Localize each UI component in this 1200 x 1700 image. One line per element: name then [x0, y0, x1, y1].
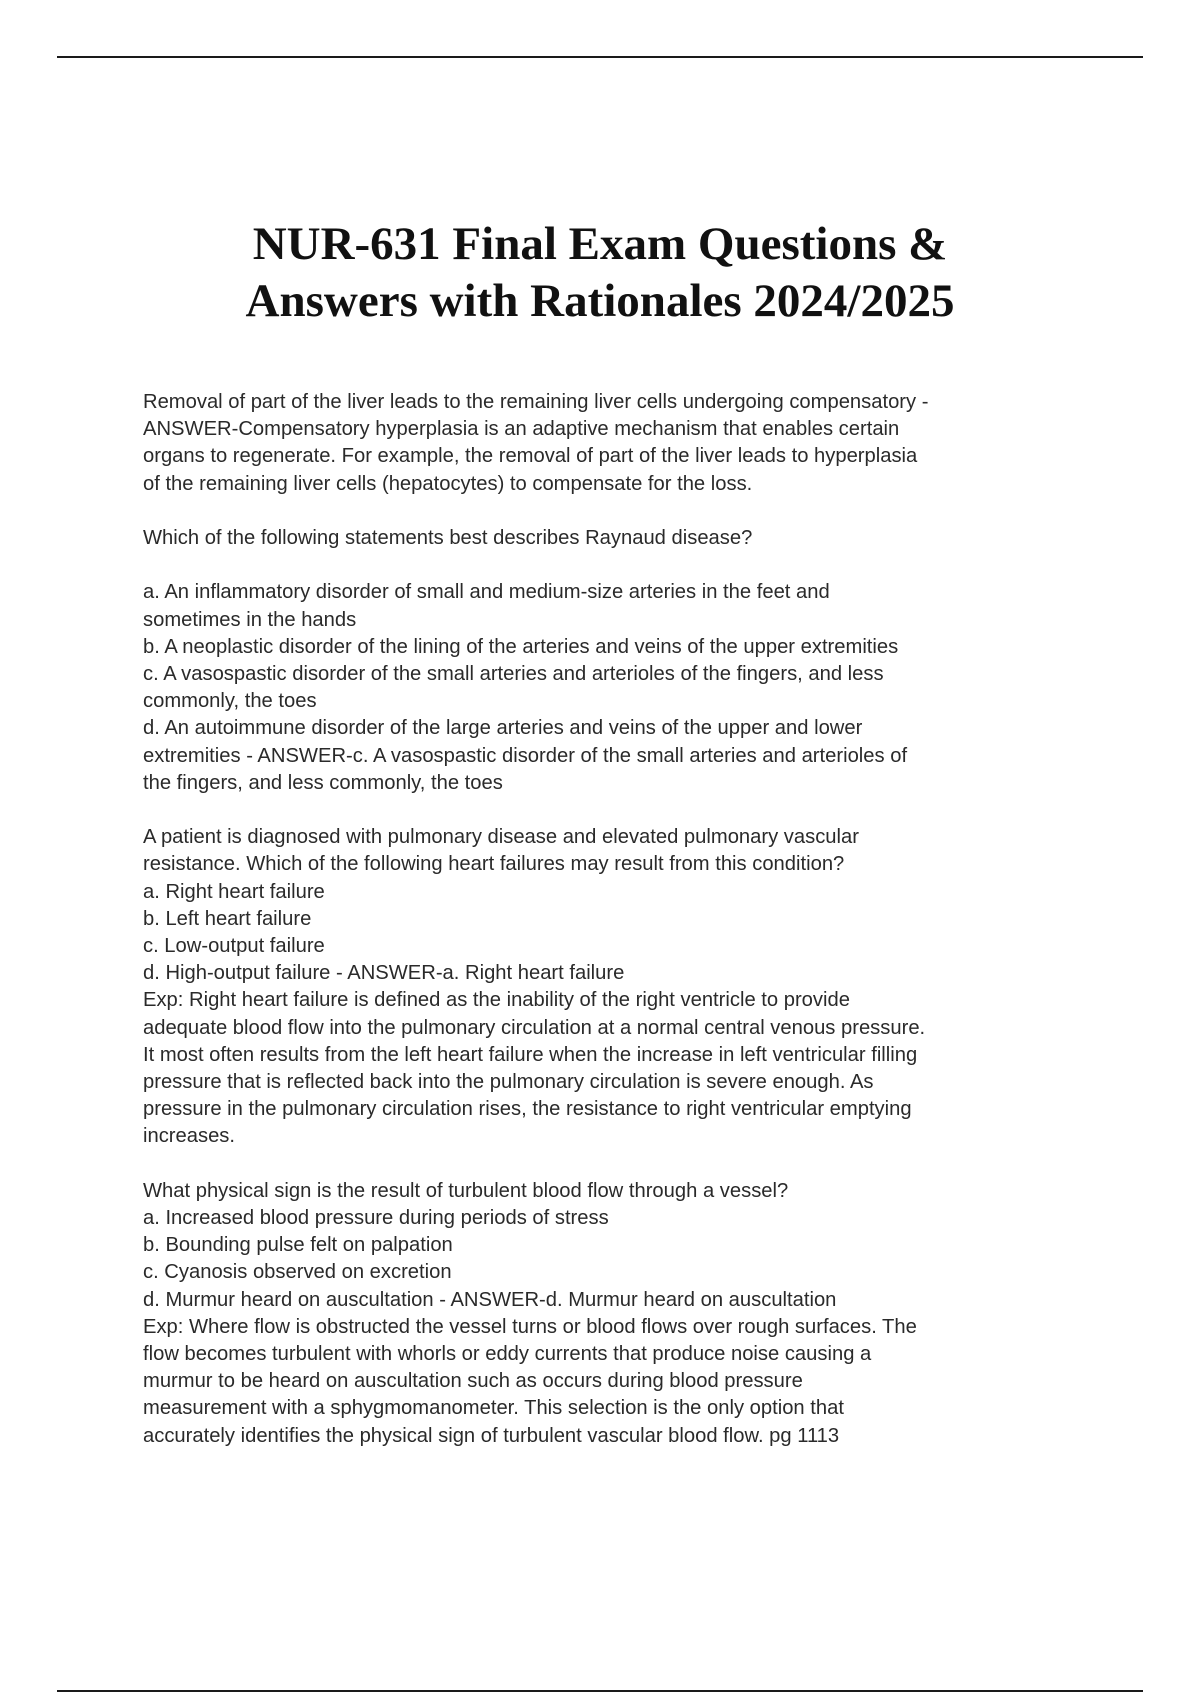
text-line: b. Bounding pulse felt on palpation: [143, 1234, 453, 1257]
text-line: accurately identifies the physical sign of turbulent vascular blood flow. pg 1113: [143, 1424, 840, 1447]
text-line: Removal of part of the liver leads to the remaining liver cells undergoing compensatory -: [143, 391, 929, 413]
text-line: of the remaining liver cells (hepatocytes) to compensate for the loss.: [143, 472, 753, 495]
text-line: b. Left heart failure: [143, 907, 312, 930]
raynaud-question-block: [143, 525, 1083, 552]
text-line: ANSWER-Compensatory hyperplasia is an adaptive mechanism that enables certain: [143, 418, 900, 441]
paragraph-gap: [143, 1151, 1083, 1178]
text-line: Exp: Right heart failure is defined as the inability of the right ventricle to provide: [143, 989, 850, 1012]
document-title: [100, 216, 1100, 330]
text-line: extremities - ANSWER-c. A vasospastic disorder of the small arteries and arterioles of: [143, 744, 908, 767]
text-line: d. High-output failure - ANSWER-a. Right heart failure: [143, 962, 625, 985]
paragraph-gap: [143, 498, 1083, 525]
text-line: Exp: Where flow is obstructed the vessel turns or blood flows over rough surfaces. The: [143, 1315, 917, 1338]
text-line: adequate blood flow into the pulmonary circulation at a normal central venous pressure.: [143, 1016, 926, 1039]
text-line: a. An inflammatory disorder of small and medium-size arteries in the feet and: [143, 581, 830, 604]
text-line: b. A neoplastic disorder of the lining of the arteries and veins of the upper extremities: [143, 635, 899, 658]
title-line-2: Answers with Rationales 2024/2025: [245, 275, 955, 327]
top-rule: [57, 56, 1143, 58]
text-line: the fingers, and less commonly, the toes: [143, 771, 503, 794]
text-line: organs to regenerate. For example, the removal of part of the liver leads to hyperplasia: [143, 445, 918, 468]
text-line: d. Murmur heard on auscultation - ANSWER-d. Murmur heard on auscultation: [143, 1288, 837, 1311]
raynaud-options-block: [143, 579, 1083, 797]
text-line: commonly, the toes: [143, 690, 317, 713]
text-line: increases.: [143, 1125, 236, 1148]
text-line: measurement with a sphygmomanometer. This selection is the only option that: [143, 1397, 844, 1420]
text-line: d. An autoimmune disorder of the large arteries and veins of the upper and lower: [143, 717, 863, 740]
text-line: c. A vasospastic disorder of the small arteries and arterioles of the fingers, and less: [143, 663, 884, 685]
text-line: Which of the following statements best describes Raynaud disease?: [143, 527, 753, 549]
text-line: A patient is diagnosed with pulmonary disease and elevated pulmonary vascular: [143, 826, 859, 849]
liver-answer-block: [143, 389, 1083, 498]
document-body: [143, 389, 1083, 1450]
text-line: pressure in the pulmonary circulation rises, the resistance to right ventricular emptying: [143, 1098, 912, 1121]
heart-failure-block: [143, 824, 1083, 1150]
text-line: a. Increased blood pressure during periods of stress: [143, 1207, 609, 1230]
text-line: sometimes in the hands: [143, 608, 357, 631]
bottom-rule: [57, 1690, 1143, 1692]
turbulent-flow-block: [143, 1178, 1083, 1450]
text-line: a. Right heart failure: [143, 880, 325, 903]
text-line: c. Low-output failure: [143, 935, 325, 958]
title-line-1: NUR-631 Final Exam Questions &: [252, 218, 948, 270]
text-line: pressure that is reflected back into the pulmonary circulation is severe enough. As: [143, 1071, 874, 1094]
paragraph-gap: [143, 797, 1083, 824]
paragraph-gap: [143, 552, 1083, 579]
text-line: What physical sign is the result of turbulent blood flow through a vessel?: [143, 1179, 789, 1202]
text-line: resistance. Which of the following heart failures may result from this condition?: [143, 853, 845, 876]
text-line: flow becomes turbulent with whorls or eddy currents that produce noise causing a: [143, 1343, 872, 1366]
text-line: c. Cyanosis observed on excretion: [143, 1261, 452, 1284]
text-line: It most often results from the left heart failure when the increase in left ventricular filling: [143, 1043, 918, 1066]
text-line: murmur to be heard on auscultation such as occurs during blood pressure: [143, 1370, 803, 1393]
